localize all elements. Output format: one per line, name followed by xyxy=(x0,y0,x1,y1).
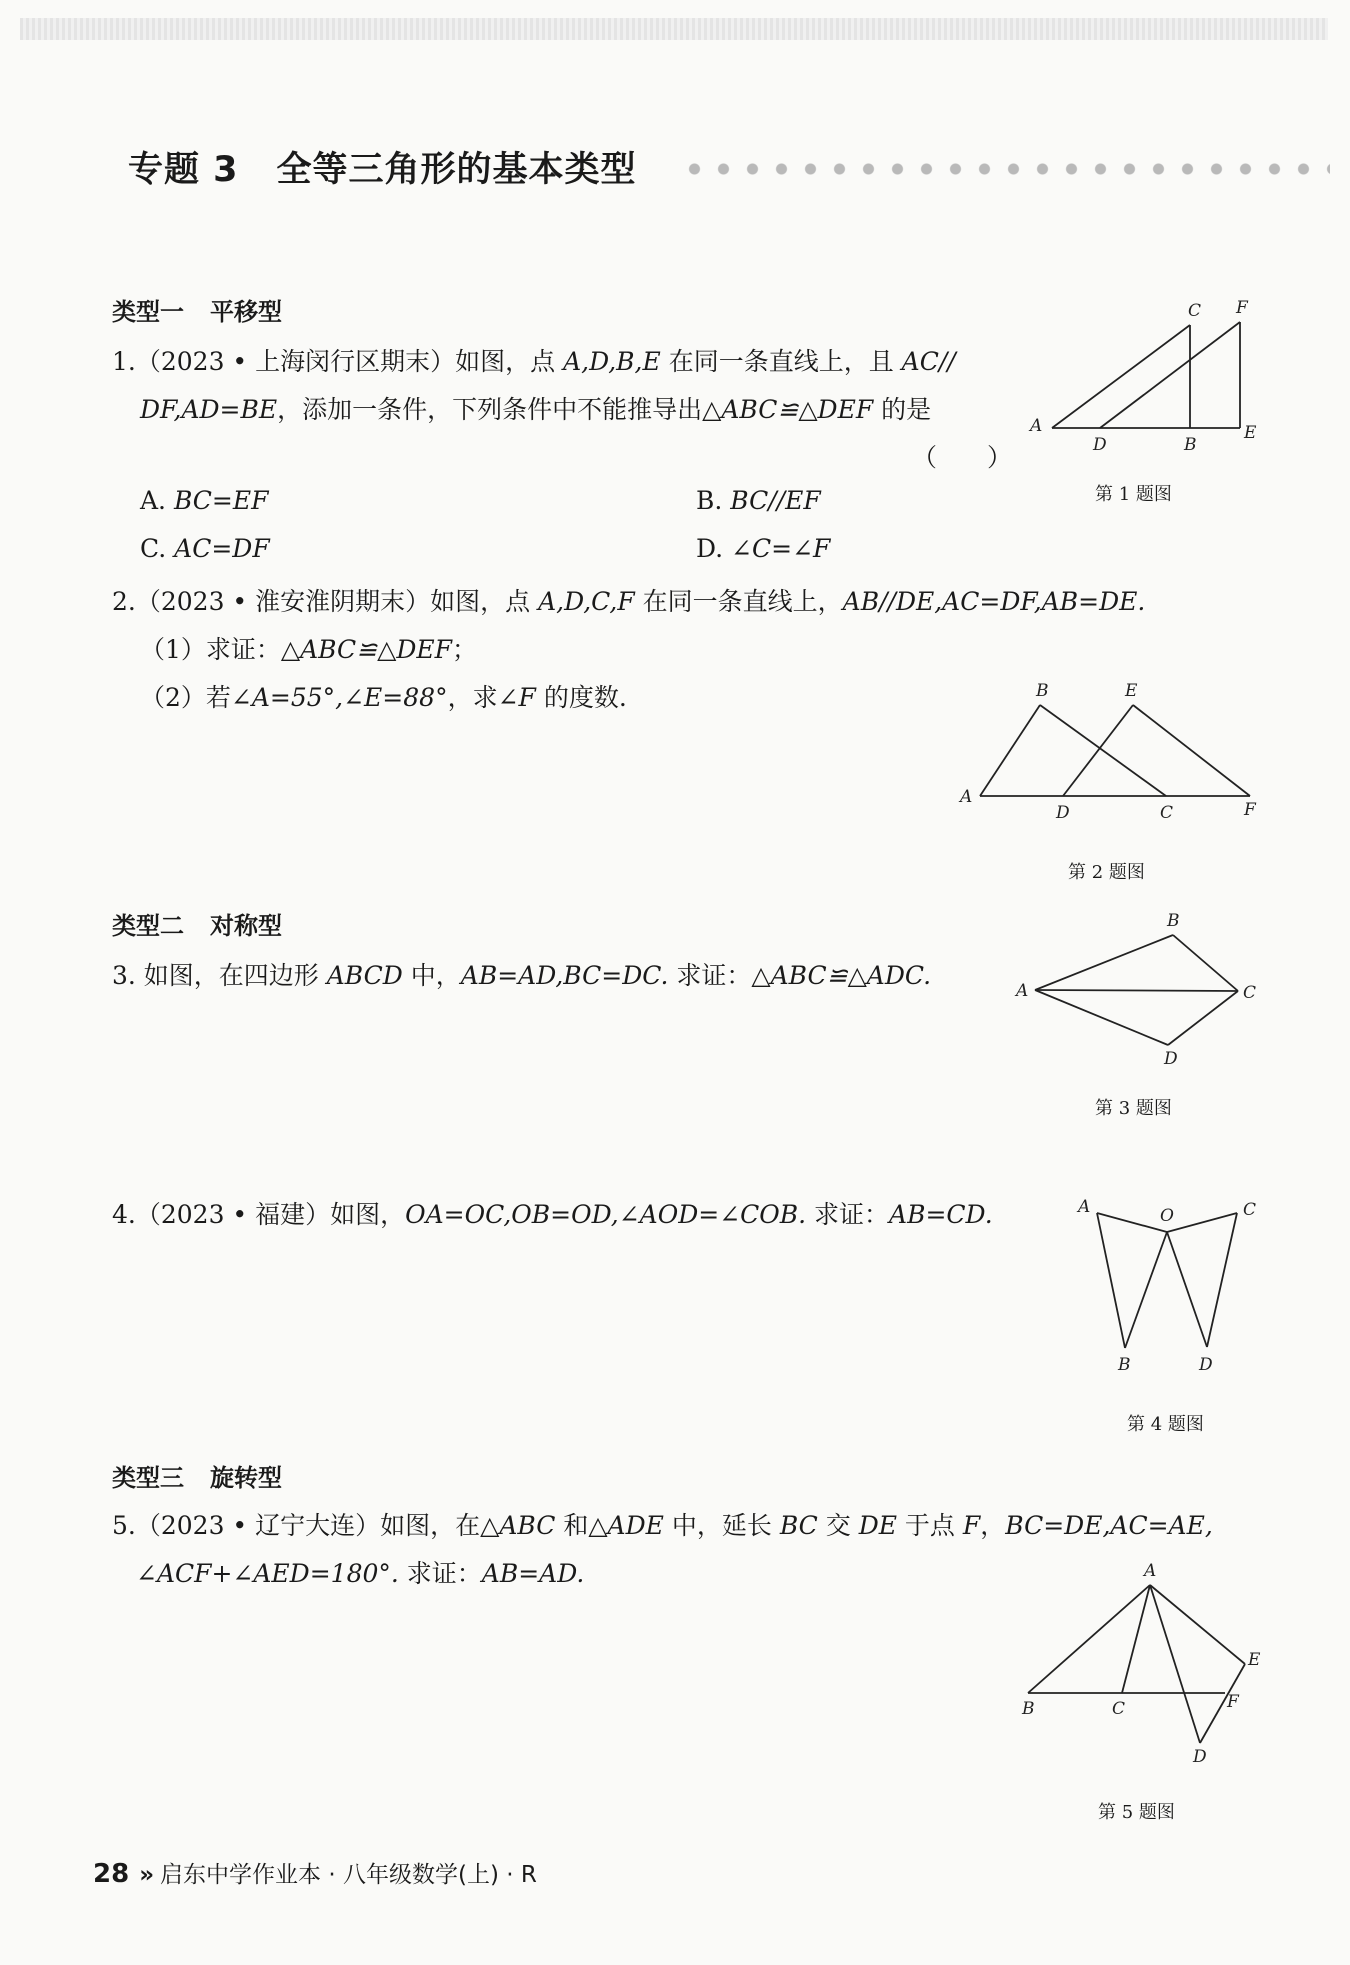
figure-4-caption: 第 4 题图 xyxy=(1127,1414,1204,1435)
q2-conds: AB//DE,AC=DF,AB=DE. xyxy=(842,587,1146,616)
f4-label-a: A xyxy=(1078,1197,1091,1217)
q5-mid3: 于点 xyxy=(896,1511,963,1540)
q5-seg1: BC xyxy=(779,1511,818,1540)
figure-3-caption: 第 3 题图 xyxy=(1095,1098,1172,1119)
f5-label-c: C xyxy=(1112,1699,1126,1719)
q2-p2-end: 的度数. xyxy=(535,683,627,712)
q3-mid: 中， xyxy=(402,961,461,990)
q1-cond2: DF,AD=BE xyxy=(140,395,278,424)
q5-sep: ， xyxy=(980,1511,1006,1540)
footer-arrow-icon: » xyxy=(139,1862,155,1888)
section-label: 类型一 xyxy=(112,298,184,326)
topic-title: 全等三角形的基本类型 xyxy=(276,150,637,190)
figure-5-caption: 第 5 题图 xyxy=(1098,1802,1175,1823)
q1-congruence: △ABC≌△DEF xyxy=(702,395,874,424)
q4-goal: AB=CD. xyxy=(889,1200,993,1229)
f2-label-b: B xyxy=(1036,681,1049,701)
q2-p1-end: ； xyxy=(451,635,477,664)
q5-mid: 中，延长 xyxy=(663,1511,780,1540)
f1-label-c: C xyxy=(1188,301,1202,321)
f2-label-c: C xyxy=(1160,803,1174,823)
q3-quad: ABCD xyxy=(326,961,403,990)
f3-label-d: D xyxy=(1164,1049,1178,1069)
f5-label-f: F xyxy=(1227,1692,1239,1712)
section-name: 对称型 xyxy=(210,912,282,940)
section-label: 类型三 xyxy=(112,1464,184,1492)
opt-letter: C. xyxy=(140,534,175,563)
q3-conds: AB=AD,BC=DC. xyxy=(460,961,669,990)
f1-label-b: B xyxy=(1184,435,1197,455)
opt-letter: B. xyxy=(696,486,731,515)
f2-label-e: E xyxy=(1125,681,1138,701)
q2-prefix: 2.（2023 • 淮安淮阴期末）如图，点 xyxy=(112,587,539,616)
q5-point: F xyxy=(962,1511,981,1540)
section-name: 平移型 xyxy=(210,298,282,326)
q4-prove: 求证： xyxy=(806,1200,890,1229)
f3-label-a: A xyxy=(1016,981,1029,1001)
q1-answer-paren: （ ） xyxy=(912,443,1013,472)
q4-conds: OA=OC,OB=OD,∠AOD=∠COB. xyxy=(405,1200,807,1229)
opt-letter: A. xyxy=(140,486,174,515)
f4-label-b: B xyxy=(1118,1355,1131,1375)
q5-goal: AB=AD. xyxy=(481,1559,585,1588)
q2-p2-math: ∠A=55°,∠E=88° xyxy=(230,683,448,712)
page-number: 28 xyxy=(93,1859,130,1889)
section-label: 类型二 xyxy=(112,912,184,940)
q2-points: A,D,C,F xyxy=(538,587,635,616)
f3-label-c: C xyxy=(1243,983,1257,1003)
f1-label-a: A xyxy=(1030,416,1043,436)
opt-text: ∠C=∠F xyxy=(731,534,831,563)
q5-prefix: 5.（2023 • 辽宁大连）如图，在 xyxy=(112,1511,481,1540)
f4-label-d: D xyxy=(1199,1355,1213,1375)
f5-label-e: E xyxy=(1248,1650,1261,1670)
q5-tri2: △ADE xyxy=(588,1511,664,1540)
q2-p2-math2: ∠F xyxy=(497,683,536,712)
f5-seg-ac xyxy=(1122,1585,1150,1693)
f5-seg-ad xyxy=(1150,1585,1200,1743)
q2-p1-math: △ABC≌△DEF xyxy=(280,635,452,664)
book-title: 启东中学作业本 · 八年级数学(上) · R xyxy=(160,1862,537,1888)
q1-end: 的是 xyxy=(873,395,932,424)
q5-tri1: △ABC xyxy=(480,1511,556,1540)
f5-seg-ab xyxy=(1028,1585,1150,1693)
page-footer xyxy=(93,1856,537,1889)
q5-seg2: DE xyxy=(858,1511,897,1540)
f3-label-b: B xyxy=(1167,911,1180,931)
f1-label-f: F xyxy=(1236,298,1248,318)
f2-label-d: D xyxy=(1056,803,1070,823)
f5-label-d: D xyxy=(1193,1747,1207,1767)
q5-prove: 求证： xyxy=(398,1559,482,1588)
q2-p2-text: （2）若 xyxy=(140,683,231,712)
f2-label-a: A xyxy=(960,787,973,807)
q5-conds: BC=DE,AC=AE, xyxy=(1005,1511,1213,1540)
q4-prefix: 4.（2023 • 福建）如图， xyxy=(112,1200,406,1229)
f5-label-a: A xyxy=(1144,1561,1157,1581)
figure-1-caption: 第 1 题图 xyxy=(1095,484,1172,505)
f1-label-e: E xyxy=(1244,423,1257,443)
q1-points: A,D,B,E xyxy=(563,347,661,376)
q3-prove: 求证： xyxy=(668,961,752,990)
f1-label-d: D xyxy=(1093,435,1107,455)
opt-letter: D. xyxy=(696,534,732,563)
f4-label-c: C xyxy=(1243,1200,1257,1220)
q2-mid: 在同一条直线上， xyxy=(634,587,843,616)
q5-mid2: 交 xyxy=(817,1511,859,1540)
opt-text: BC=EF xyxy=(173,486,269,515)
opt-text: AC=DF xyxy=(174,534,270,563)
figure-2-caption: 第 2 题图 xyxy=(1068,862,1145,883)
section-name: 旋转型 xyxy=(210,1464,282,1492)
opt-text: BC//EF xyxy=(730,486,821,515)
q2-p2-mid: ，求 xyxy=(447,683,498,712)
topic-number: 专题 3 xyxy=(128,150,239,190)
q3-prefix: 3. 如图，在四边形 xyxy=(112,961,327,990)
f4-label-o: O xyxy=(1160,1206,1174,1226)
q2-p1-text: （1）求证： xyxy=(140,635,281,664)
q1-cond: AC// xyxy=(901,347,956,376)
q1-prefix: 1.（2023 • 上海闵行区期末）如图，点 xyxy=(112,347,564,376)
f5-label-b: B xyxy=(1022,1699,1035,1719)
q5-and: 和 xyxy=(555,1511,589,1540)
q5-angle-cond: ∠ACF+∠AED=180°. xyxy=(136,1559,399,1588)
q1-text: ，添加一条件，下列条件中不能推导出 xyxy=(277,395,703,424)
f5-seg-ae xyxy=(1150,1585,1245,1664)
f2-label-f: F xyxy=(1244,800,1256,820)
q1-mid: 在同一条直线上，且 xyxy=(660,347,902,376)
q3-goal: △ABC≌△ADC. xyxy=(751,961,932,990)
